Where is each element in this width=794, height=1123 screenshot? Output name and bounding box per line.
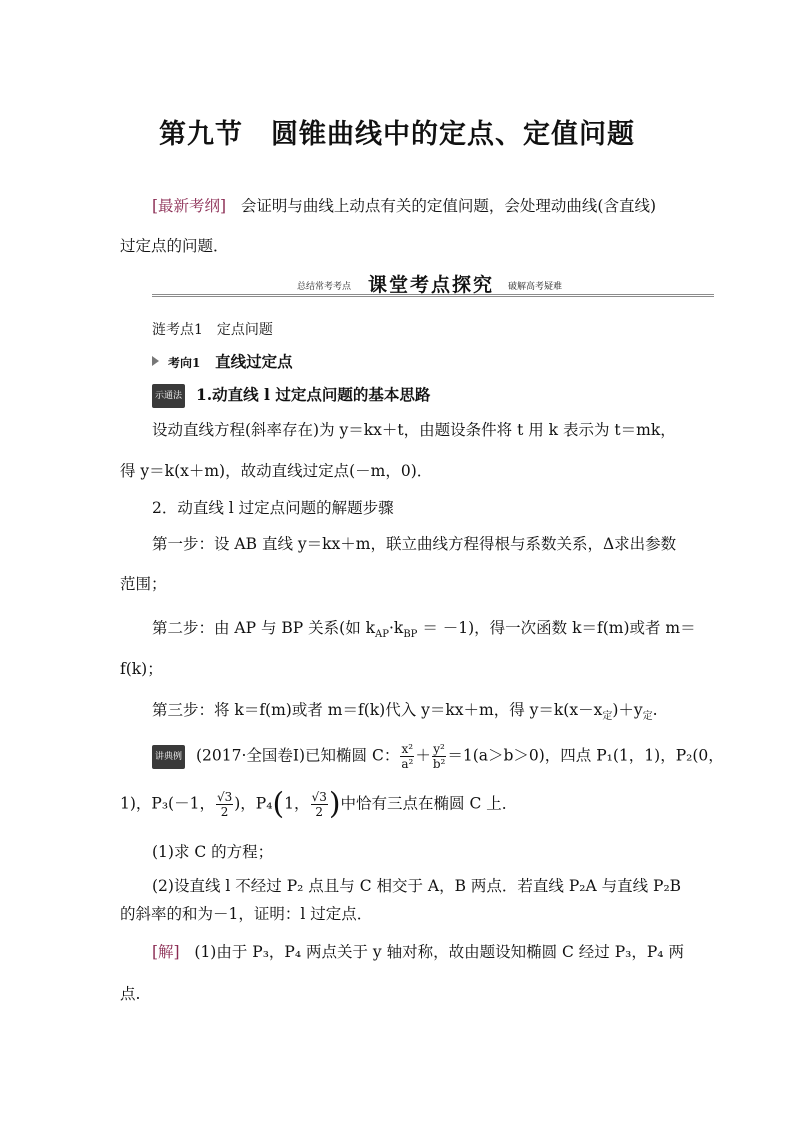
banner-divider (152, 294, 714, 297)
step-3-sub-1: 定 (602, 711, 613, 723)
solution-line-2: 点. (120, 985, 141, 1003)
step-2-prefix: 第二步：由 AP 与 BP 关系(如 k (152, 619, 376, 637)
question-1: (1)求 C 的方程； (152, 843, 274, 861)
syllabus-line-2: 过定点的问题． (120, 237, 229, 255)
step-3-sub-2: 定 (642, 711, 653, 723)
method-heading (152, 384, 430, 408)
fraction-numerator-x2: x² (401, 742, 414, 756)
fraction-two-a: 2 (220, 805, 229, 819)
example-lead: (2017·全国卷Ⅰ)已知椭圆 C： (195, 746, 400, 765)
step-2-line-1 (152, 617, 696, 639)
direction-text: 直线过定点 (215, 352, 293, 371)
step-3-end: . (652, 701, 658, 719)
solution-tag: [解] (152, 943, 180, 961)
fraction-numerator-y2: y² (433, 742, 445, 756)
step-3-line (152, 699, 658, 721)
step-2-line-2: f(k)； (120, 660, 163, 678)
example-condition: ＝1(a＞b＞0)，四点 P₁(1，1)，P₂(0， (447, 746, 724, 765)
syllabus-line-1 (152, 195, 656, 217)
fraction-sqrt3-over-2-a (216, 790, 233, 819)
section-banner (152, 270, 714, 300)
fraction-denominator-b2: b² (432, 757, 446, 771)
fraction-sqrt3-a: √3 (216, 790, 233, 804)
step-2-sub-bp: BP (403, 629, 418, 641)
example-badge: 讲典例 (152, 745, 185, 769)
step-2-sub-ap: AP (375, 629, 389, 641)
example-plus: ＋ (415, 746, 431, 765)
step-2-suffix: ＝ －1)，得一次函数 k＝f(m)或者 m＝ (417, 619, 696, 637)
direction-heading (152, 351, 293, 374)
point-p3-start: 1)，P₃(－1， (120, 794, 215, 813)
point-p4-start: )，P₄ (234, 794, 273, 813)
fraction-two-b: 2 (315, 805, 323, 819)
method-badge: 示通法 (152, 384, 185, 408)
example-line-2-end: 中恰有三点在椭圆 C 上． (340, 794, 518, 813)
steps-heading: 2．动直线 l 过定点问题的解题步骤 (152, 499, 394, 517)
fraction-y2-b2 (432, 742, 447, 771)
example-line-1 (152, 742, 724, 771)
direction-label: 考向1 (167, 356, 201, 370)
fraction-sqrt3-over-2-b (311, 790, 328, 819)
step-1-line-2: 范围； (120, 575, 167, 593)
banner-left-text: 总结常考考点 (297, 282, 352, 292)
left-paren-icon: ( (272, 786, 285, 822)
page-title: 第九节 圆锥曲线中的定点、定值问题 (159, 119, 635, 150)
right-paren-icon: ) (328, 786, 341, 822)
triangle-marker-icon (152, 356, 159, 366)
paragraph-1-line-1: 设动直线方程(斜率存在)为 y＝kx＋t，由题设条件将 t 用 k 表示为 t＝mk， (152, 421, 676, 439)
point-p4-x: 1， (284, 794, 310, 813)
syllabus-text: 会证明与曲线上动点有关的定值问题，会处理动曲线(含直线) (240, 197, 656, 215)
solution-line-1 (152, 941, 684, 963)
question-2-line-1: (2)设直线 l 不经过 P₂ 点且与 C 相交于 A，B 两点．若直线 P₂A 与直线 P₂B (152, 877, 682, 895)
question-2-line-2: 的斜率的和为－1，证明：l 过定点． (120, 905, 373, 923)
solution-text: (1)由于 P₃，P₄ 两点关于 y 轴对称，故由题设知椭圆 C 经过 P₃，P₄ 两 (194, 943, 684, 961)
paragraph-1-line-2: 得 y＝k(x＋m)，故动直线过定点(－m，0)． (120, 462, 433, 480)
fraction-denominator-a2: a² (401, 757, 414, 771)
banner-title: 课堂考点探究 (368, 274, 495, 296)
fraction-sqrt3-b: √3 (311, 790, 327, 804)
step-3-prefix: 第三步：将 k＝f(m)或者 m＝f(k)代入 y＝kx＋m，得 y＝k(x－x (152, 701, 603, 719)
fraction-x2-a2 (400, 742, 414, 771)
example-line-2 (120, 786, 518, 822)
banner-right-text: 破解高考疑难 (508, 282, 563, 292)
syllabus-tag: [最新考纲] (152, 197, 227, 215)
step-1-line-1: 第一步：设 AB 直线 y＝kx＋m，联立曲线方程得根与系数关系，Δ求出参数 (152, 535, 677, 553)
section-heading: 涟考点1 定点问题 (152, 322, 273, 338)
step-2-mid: ·k (388, 619, 404, 637)
method-heading-text: 1.动直线 l 过定点问题的基本思路 (195, 385, 431, 404)
step-3-mid: )＋y (612, 701, 643, 719)
